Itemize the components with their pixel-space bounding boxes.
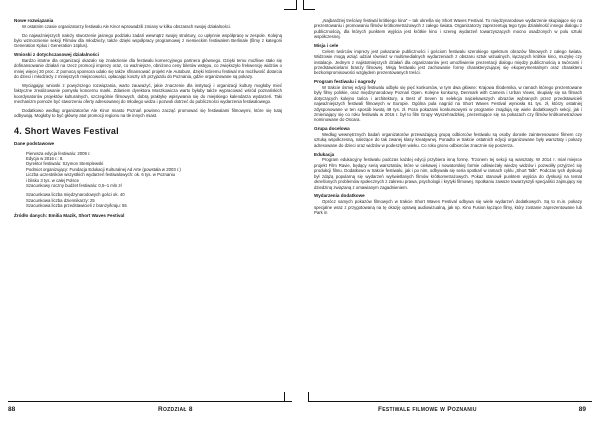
paragraph: Dodatkowo według organizatorów Ale Kino! miasto Poznań powinno zacząć promować się festiwalami filmowymi, które się tutaj odbywają. Mogłoby to być główny atut promocji regionu na tle innych miast. — [14, 108, 282, 119]
footer-rule — [308, 392, 309, 402]
page-number: 89 — [578, 406, 586, 413]
running-title: Rozdział 8 — [158, 406, 193, 413]
crop-mark — [303, 9, 315, 10]
section-heading: Program festiwalu i nagrody — [314, 79, 376, 85]
facts-list-item: Szacunkowy roczny budżet festiwalu: 0,5–1 mln zł — [26, 183, 122, 189]
footer-rule — [284, 392, 285, 402]
section-heading: Dane podstawowe — [14, 140, 55, 146]
facts-list-item: Edycja w 2016 r.: 8. — [26, 156, 64, 162]
facts-list-item: i blisko 3 tys. w całej Polsce — [26, 177, 80, 183]
section-heading: Edukacja — [314, 151, 335, 157]
facts-list-item: Podmiot organizujący: Fundacja Edukacji Kulturalnej Ad Arte (powstała w 2003 r.) — [26, 166, 181, 172]
paragraph: W trakcie ósmej edycji festiwalu odbyło się pięć konkursów, w tym dwa główne: Krajowa Ślodemika, w ramach którego prezentowane były filmy polskie, oraz międzynarodowy Poznań Open. Kolejne konkursy, Denmark with Camera i Urban Views, skupiały się na filmach dotyczących kolejno tańca i architektury, a Best of Seven to selekcja najciekawszych obrazów wybranych przez przedstawicieli najważniejszych festiwali filmowych w Europie. Ogólna pula nagród na Short Waves Festival wyniosła 61 tys. zł, którzy ostatniej zdysponowane w ten sposób kwotą 49 tys. zł. Poza pokazami konkursowymi w programie znajdują się wiele dodatkowych sekcji, jak i zmieniający się co roku festiwalu w 2016 r. był to film Grupy Wyszehradzkiej, prezentujące się na pokazach czy filmów krótkometrażowe nominowane do Oscara. — [314, 85, 582, 123]
left-page — [14, 18, 282, 396]
paragraph: Celem twórców imprezy jest pokazanie publiczności i gościom festiwalu szerokiego spektrum obrazów filmowych z całego świata. Widzowie mogą wziąć udział również w multimedialnych wydarzeniach z obszaru sztuk wizualnych, łączących krótkie kino, muzykę czy instalacje. Jednym z najistotniejszych działań dla organizatorów jest umożliwienie prezentacji dialogu między publicznością a twórcami i przedstawicielami branży filmowej. Misją festiwalu jest zachowanie formy charakteryzującej się ekoperymentalnym oraz charakteru bezkompromisowości względem prezentowanych treści. — [314, 48, 582, 76]
chapter-heading: 4. Short Waves Festival — [14, 125, 119, 136]
paragraph: Oprócz samych pokazów filmowych w trakcie Short Waves Festival odbywa się wiele wydarzeń dodatkowych. Są to m.in. pokazy specjalne wraz z przygotowaną na tę okazję oprawą audiowizualną, jak np. Kino Fusion łączące filmy, który zostanie zaprezentowane lub Park in — [314, 199, 582, 215]
facts-list-item: Szacunkowa liczba przedstawicieli z branży/kraju: 55 — [26, 203, 127, 209]
facts-list-item: Dyrektor festiwalu: Szymon Stemplewski — [26, 161, 104, 167]
paragraph: Według wewnętrznych badań organizatorów przeważającą grupą odbiorców festiwalu są osoby dorosłe zainteresowane filmem czy sztuką współczesną, należące do tak zwanej klasy kreatywnej. Ponadto w trakcie ostatnich edycji organizowane były warsztaty i pokazy adresowane do dzieci oraz widzów w podeszłym wieku. Co roku grono odbiorców znacznie się poszerza. — [314, 132, 582, 148]
paragraph: W ostatnim czasie organizatorzy festiwalu Ale Kino! wprowadzili zmiany w kilku obszarach swojej działalności. — [22, 23, 231, 29]
page-number: 88 — [8, 406, 16, 413]
right-page — [314, 18, 582, 396]
paragraph: Wyciągając wnioski z powyższego rozwiązania, warto zauważyć, jakie znaczenie dla instytucji i organizacji kultury mogłoby mieć faktyczne zrealizowanie pomysłu koncernu marki. Zdaniem dyrektora Moszkowicza warto byłoby także wypracować wśród poznańskich koordynatorów projektów kulturalnych, szczególnie filmowych, dobrą praktykę wpisywania się do miejskiego kalendarza wydarzeń. Taki mechanizm pomoże być stworzeniu oferty adresowanej do młodego widza i pozwoli dotrzeć do publiczności wydarzenia festiwalowego. — [14, 83, 282, 105]
right-page-footer — [308, 401, 592, 418]
facts-list-item: Szacunkowa liczba dziennikarzy: 25 — [26, 197, 95, 203]
left-page-footer — [8, 401, 292, 418]
crop-mark — [296, 0, 297, 10]
facts-list-item: Pierwsza edycja festiwalu: 2009 r. — [26, 150, 91, 156]
running-title: Festiwale filmowe w Poznaniu — [378, 406, 477, 413]
facts-list-item: Liczba uczestników wszystkich wydarzeń festiwalowych: ok. 6 tys. w Poznaniu — [26, 172, 176, 178]
section-heading: Grupa docelowa — [314, 126, 350, 132]
section-heading: Wydarzenia dodatkowe — [314, 193, 365, 199]
facts-list — [14, 151, 282, 189]
section-heading: Wnioski z dotychczasowej działalności — [14, 52, 100, 58]
section-heading: Misja i cele — [314, 43, 339, 49]
section-heading: Nowe rozwiązania — [14, 18, 54, 23]
paragraph: Bardzo istotne dla organizacji okazało się znalezienie dla festiwalu komercyjnego partnera głównego. Dzięki temu możliwe stało się dofinansowanie działań na rzecz promocji imprezy oraz, co ważniejsze, obniżono ceny biletów wstępu, co zwiększyło frekwencję widzów o mniej więcej 20 proc. Z pomocą sponsora udało się także sfinansować projekt Ale Autobus!, dzięki któremu festiwal ma możliwość dotarcia do dzieci i młodzieży z mniejszych miejscowości, opłacając koszty ich przyjazdu do Poznania, gdzie organizowane są pokazy. — [14, 58, 282, 80]
crop-mark — [284, 9, 296, 10]
section-heading: Źródło danych: Emilia Mazik, Short Waves Festival — [14, 212, 125, 218]
paragraph: „Najbardziej treściwy festiwal krótkiego kina” – tak określa się Short Waves Festival. To międzynarodowe wydarzenie skupiające się na prezentowaniu i promowaniu filmów krótkometrażowych z całego świata. Organizatorzy zaprezentują tego typu działalność innego dialogu z publicznością, dla których punktem wyjścia jest krótkie kino i szereg wydarzeń towarzyszących mocno osadzonych w polu sztuki współczesnej. — [314, 18, 582, 40]
paragraph: Program edukacyjny festiwalu podczas każdej edycji przybiera inną formę. Trzonem tej sekcji są warsztaty. W 2014 r. miał miejsce projekt Film Ravie, będący serią warsztatów, które w ciekawej i nowatorskiej formie odświeżały wiedzę widzów i pozwoliły przyjrzeć się produkcji filmu. Dodatkowo w trakcie festiwalu, jak i po nim, odbywała się seria spotkań w ramach cyklu „Short Talk”. Podczas tych dyskusji był zdążą popularną się wydarzeń wyświetlanych filmów krótkometrażowych. Pokaz stanowił punktem wyjścia do dyskusji na temat określonych problemów społecznych z zakresu prawa, psychologii i krytyki filmowej. Spotkaniu zawsze towarzyszyli specjaliści zajmujący się dziedziną związaną z omawianym zagadnieniem. — [314, 157, 582, 190]
facts-list — [14, 192, 282, 208]
facts-list-item: Szacunkowa liczba międzynarodowych gości ok. 40 — [26, 192, 125, 198]
paragraph: Do najważniejszych należy stworzenie jasnego podziału zadań wewnątrz swojej struktury, co upłynnie współpracę w zespole. Kolejną było wzmocnienie sekcji Filmów dla młodzieży, także dzięki współpracy programowej z niemieckim festiwalem Berlinale (filmy z kategorii Generation Kplus i Generation 14plus). — [14, 32, 282, 49]
